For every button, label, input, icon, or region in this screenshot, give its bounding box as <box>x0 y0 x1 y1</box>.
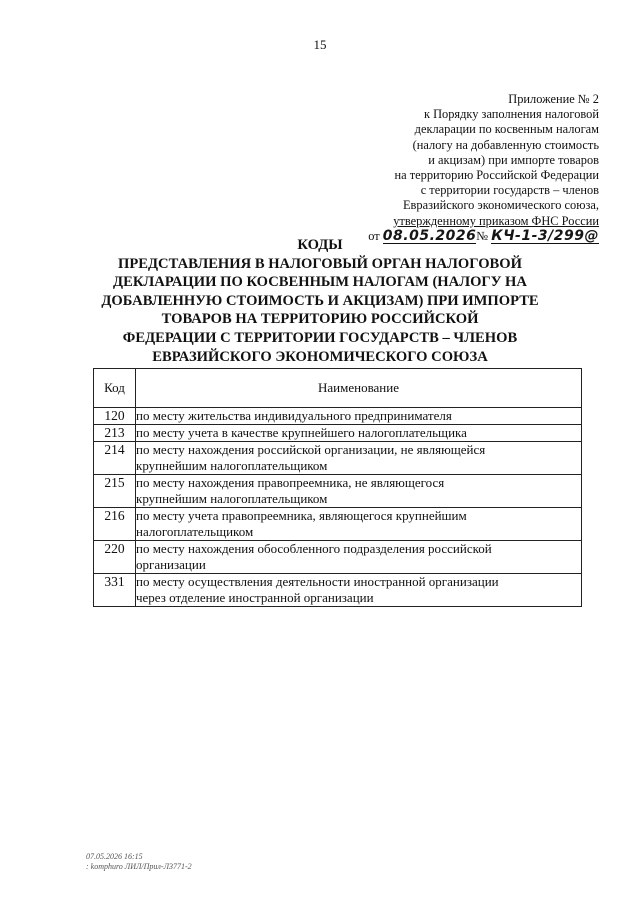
title-line: КОДЫ <box>297 237 343 253</box>
row-code: 213 <box>94 425 136 442</box>
row-name-line: через отделение иностранной организации <box>136 590 374 605</box>
table-row <box>94 574 582 607</box>
appendix-line: Приложение № 2 <box>508 92 599 106</box>
footer-file-ref: : komphuro ЛИЛ/Прил-Л3771-2 <box>86 861 192 871</box>
table-row <box>94 442 582 475</box>
row-name <box>136 508 582 541</box>
appendix-line: к Порядку заполнения налоговой <box>423 107 599 122</box>
table-row <box>94 508 582 541</box>
row-name-line: по месту осуществления деятельности иностранной организации <box>136 574 499 589</box>
order-number-prefix: № <box>476 228 489 243</box>
row-name-line: по месту нахождения обособленного подразделения российской <box>136 541 492 556</box>
row-code: 214 <box>94 442 136 475</box>
page-number: 15 <box>313 37 327 52</box>
order-date: 08.05.2026 <box>382 227 477 244</box>
appendix-line: декларации по косвенным налогам <box>414 122 599 137</box>
appendix-line: и акцизам) при импорте товаров <box>428 152 599 167</box>
row-name <box>136 541 582 574</box>
row-name-line: крупнейшим налогоплательщиком <box>136 491 328 506</box>
table-row <box>94 408 582 425</box>
row-name-line: по месту учета в качестве крупнейшего налогоплательщика <box>136 425 467 440</box>
row-name <box>136 442 582 475</box>
row-name-line: по месту жительства индивидуального предпринимателя <box>136 408 452 423</box>
row-name-line: организации <box>136 557 206 572</box>
row-name-line: крупнейшим налогоплательщиком <box>136 458 328 473</box>
row-name <box>136 408 582 425</box>
title-line: ТОВАРОВ НА ТЕРРИТОРИЮ РОССИЙСКОЙ <box>161 311 479 328</box>
row-code: 220 <box>94 541 136 574</box>
title-line: ПРЕДСТАВЛЕНИЯ В НАЛОГОВЫЙ ОРГАН НАЛОГОВОЙ <box>118 255 522 272</box>
row-code: 215 <box>94 475 136 508</box>
row-code: 331 <box>94 574 136 607</box>
table-row <box>94 425 582 442</box>
order-prefix: от <box>368 228 380 243</box>
row-code: 216 <box>94 508 136 541</box>
table-header-row <box>94 369 582 408</box>
title-line: ФЕДЕРАЦИИ С ТЕРРИТОРИИ ГОСУДАРСТВ – ЧЛЕНОВ <box>122 329 518 346</box>
title-line: ДЕКЛАРАЦИИ ПО КОСВЕННЫМ НАЛОГАМ (НАЛОГУ НА <box>113 274 527 291</box>
table-row <box>94 541 582 574</box>
document-title <box>60 236 580 366</box>
title-line: ДОБАВЛЕННУЮ СТОИМОСТЬ И АКЦИЗАМ) ПРИ ИМПОРТЕ <box>101 292 539 309</box>
row-name-line: по месту нахождения российской организации, не являющейся <box>136 442 486 457</box>
appendix-line: (налогу на добавленную стоимость <box>412 137 599 152</box>
row-code: 120 <box>94 408 136 425</box>
header-code: Код <box>94 369 136 408</box>
footer-timestamp: 07.05.2026 16:15 <box>86 852 143 861</box>
appendix-block <box>319 92 599 244</box>
row-name <box>136 425 582 442</box>
codes-table <box>93 368 582 607</box>
table-row <box>94 475 582 508</box>
print-footer <box>86 852 192 871</box>
row-name-line: налогоплательщиком <box>136 524 254 539</box>
row-name-line: по месту учета правопреемника, являющегося крупнейшим <box>136 508 467 523</box>
title-line: ЕВРАЗИЙСКОГО ЭКОНОМИЧЕСКОГО СОЮЗА <box>152 348 488 365</box>
order-number: КЧ-1-3/299@ <box>491 227 599 244</box>
appendix-line: утвержденному приказом ФНС России <box>393 213 599 228</box>
row-name-line: по месту нахождения правопреемника, не являющегося <box>136 475 445 490</box>
row-name <box>136 475 582 508</box>
appendix-line: Евразийского экономического союза, <box>402 198 599 213</box>
appendix-line: на территорию Российской Федерации <box>394 168 599 183</box>
appendix-line: с территории государств – членов <box>420 183 599 198</box>
header-name: Наименование <box>136 369 582 408</box>
row-name <box>136 574 582 607</box>
